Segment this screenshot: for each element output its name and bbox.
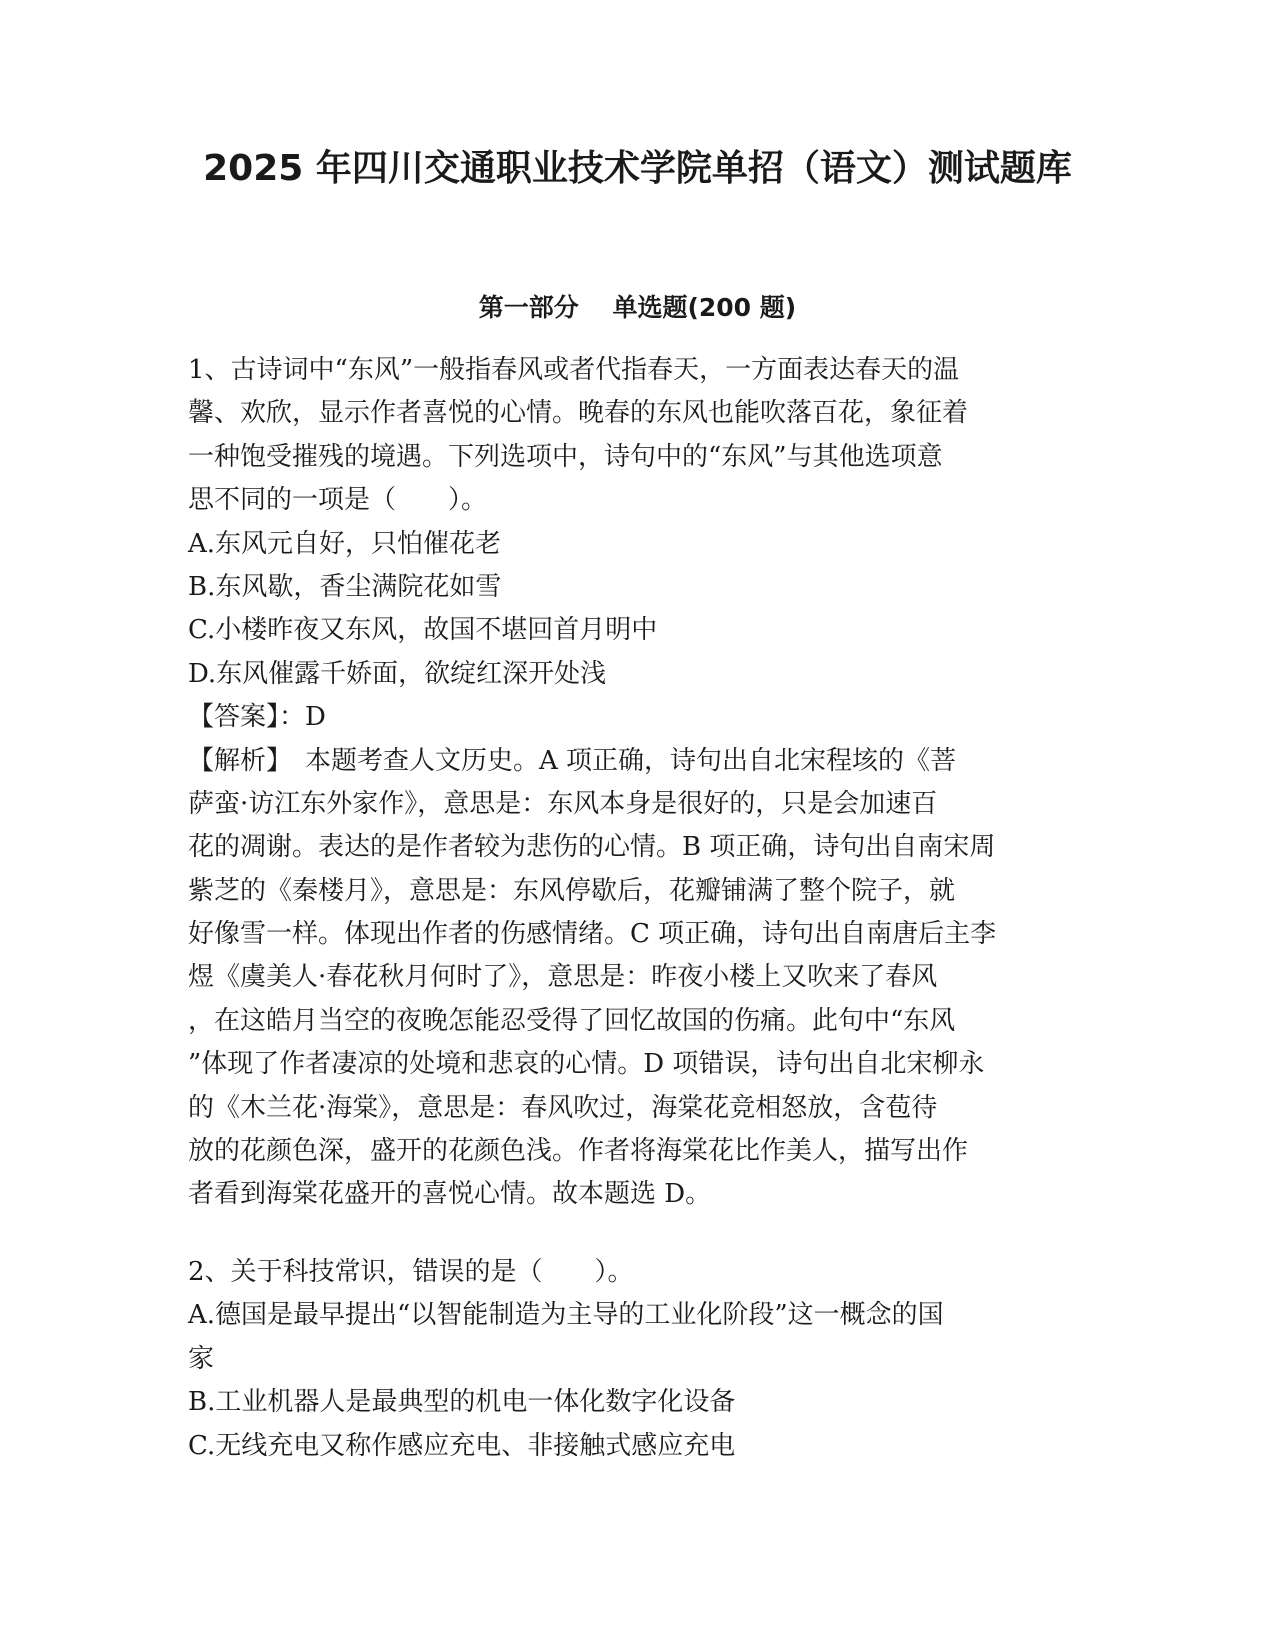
option-c: C.小楼昨夜又东风，故国不堪回首月明中	[188, 615, 658, 646]
question-stem-line: 馨、欢欣，显示作者喜悦的心情。晚春的东风也能吹落百花，象征着	[188, 398, 969, 429]
option-a-continuation: 家	[188, 1343, 215, 1374]
analysis-line: ”体现了作者凄凉的处境和悲哀的心情。D 项错误，诗句出自北宋柳永	[188, 1049, 985, 1080]
analysis-line: 紫芝的《秦楼月》，意思是：东风停歇后，花瓣铺满了整个院子，就	[188, 875, 956, 906]
analysis-line: ，在这皓月当空的夜晚怎能忍受得了回忆故国的伤痛。此句中“东风	[188, 1005, 956, 1036]
analysis-line: 萨蛮·访江东外家作》，意思是：东风本身是很好的，只是会加速百	[188, 788, 938, 819]
analysis-line: 花的凋谢。表达的是作者较为悲伤的心情。B 项正确，诗句出自南宋周	[188, 832, 996, 863]
question-stem-line: 2、关于科技常识，错误的是（ ）。	[188, 1257, 634, 1287]
question-1	[188, 349, 1088, 1217]
document-title: 2025 年四川交通职业技术学院单招（语文）测试题库	[203, 148, 1072, 189]
analysis-line: 煜《虞美人·春花秋月何时了》，意思是：昨夜小楼上又吹来了春风	[188, 962, 938, 993]
section-heading: 第一部分 单选题(200 题)	[478, 293, 797, 322]
option-d: D.东风催露千娇面，欲绽红深开处浅	[188, 658, 607, 689]
analysis-line: 好像雪一样。体现出作者的伤感情绪。C 项正确，诗句出自南唐后主李	[188, 919, 997, 950]
option-b: B.工业机器人是最典型的机电一体化数字化设备	[188, 1387, 736, 1418]
option-a: A.东风元自好，只怕催花老	[188, 528, 502, 559]
analysis-line: 者看到海棠花盛开的喜悦心情。故本题选 D。	[188, 1179, 712, 1210]
analysis-line: 【解析】 本题考查人文历史。A 项正确，诗句出自北宋程垓的《菩	[188, 745, 957, 776]
analysis-line: 的《木兰花·海棠》，意思是：春风吹过，海棠花竞相怒放，含苞待	[188, 1092, 938, 1123]
option-a: A.德国是最早提出“以智能制造为主导的工业化阶段”这一概念的国	[188, 1300, 944, 1331]
question-stem-line: 思不同的一项是（ ）。	[188, 485, 488, 516]
option-b: B.东风歇，香尘满院花如雪	[188, 571, 502, 602]
answer-line: 【答案】：D	[188, 702, 326, 733]
option-c: C.无线充电又称作感应充电、非接触式感应充电	[188, 1430, 736, 1461]
question-stem-line: 1、古诗词中“东风”一般指春风或者代指春天，一方面表达春天的温	[188, 355, 960, 385]
question-stem-line: 一种饱受摧残的境遇。下列选项中，诗句中的“东风”与其他选项意	[188, 441, 943, 472]
analysis-line: 放的花颜色深，盛开的花颜色浅。作者将海棠花比作美人，描写出作	[188, 1136, 969, 1167]
question-2	[188, 1251, 1088, 1468]
